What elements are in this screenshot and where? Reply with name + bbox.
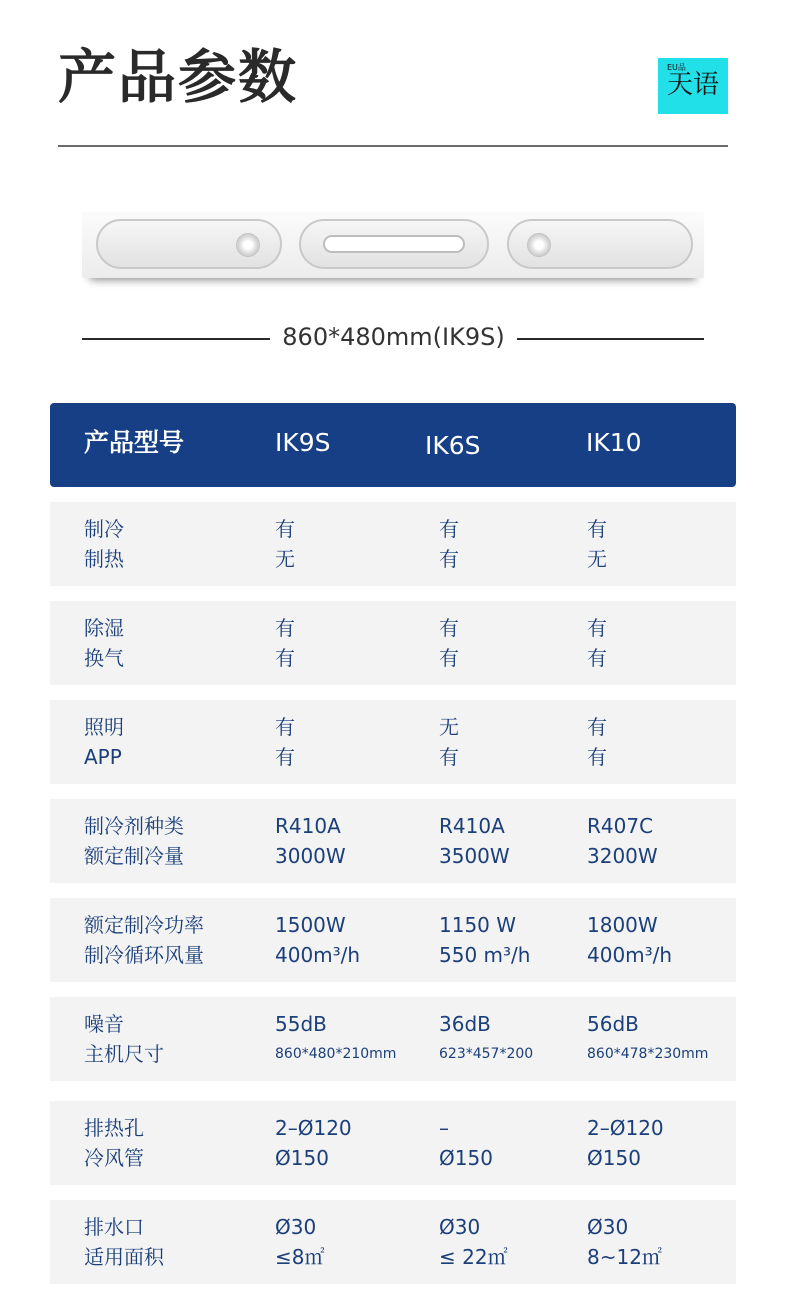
logo-small-text: EU品 [667,63,686,72]
header-ik6s: IK6S [425,431,481,460]
cell-ik9s: 有 [275,745,295,769]
row-label: 适用面积 [84,1245,164,1269]
cell-ik10: 有 [587,715,607,739]
center-panel [299,219,489,269]
header-ik10: IK10 [586,428,642,457]
cell-ik6s: Ø150 [439,1146,493,1170]
cell-ik9s: 400m³/h [275,943,361,967]
cell-ik9s: 55dB [275,1012,327,1036]
cell-ik10: 有 [587,646,607,670]
product-image [82,212,704,278]
cell-ik6s: 有 [439,745,459,769]
header-ik9s: IK9S [275,428,331,457]
table-row [50,997,736,1081]
table-row [50,1200,736,1284]
table-row [50,799,736,883]
cell-ik10: 1800W [587,913,658,937]
cell-ik9s: 1500W [275,913,346,937]
row-label: 排热孔 [84,1116,144,1140]
cell-ik6s: 有 [439,616,459,640]
cell-ik6s: ≤ 22㎡ [439,1245,508,1269]
dimension-line-left [82,338,270,340]
cell-ik9s: 有 [275,646,295,670]
page-title: 产品参数 [58,43,299,111]
cell-ik10: R407C [587,814,654,838]
row-label: 额定制冷功率 [84,913,204,937]
cell-ik10: 2–Ø120 [587,1116,664,1140]
cell-ik6s: Ø30 [439,1215,481,1239]
cell-ik9s: Ø150 [275,1146,329,1170]
row-label: 换气 [84,646,124,670]
cell-ik10: Ø30 [587,1215,629,1239]
sensor-icon [236,233,260,257]
cell-ik6s: – [439,1116,449,1140]
cell-ik6s: 1150 W [439,913,517,937]
sensor-icon [527,233,551,257]
row-label: 照明 [84,715,124,739]
cell-ik10: 有 [587,616,607,640]
cell-ik10: 8~12㎡ [587,1245,662,1269]
row-label: 制冷循环风量 [84,943,204,967]
cell-ik10: 3200W [587,844,658,868]
brand-logo [658,58,728,114]
row-label: 制热 [84,547,124,571]
cell-ik10: 56dB [587,1012,639,1036]
row-label: APP [84,745,122,769]
cell-ik6s: 有 [439,517,459,541]
row-label: 额定制冷量 [84,844,184,868]
cell-ik9s: 有 [275,616,295,640]
cell-ik9s: R410A [275,814,341,838]
cell-ik10: 有 [587,517,607,541]
row-label: 排水口 [84,1215,144,1239]
cell-ik10: 有 [587,745,607,769]
table-row [50,700,736,784]
right-panel [507,219,693,269]
cell-ik6s: 3500W [439,844,510,868]
table-row [50,1101,736,1185]
table-header [50,403,736,487]
cell-ik9s: Ø30 [275,1215,317,1239]
cell-ik10: 400m³/h [587,943,673,967]
left-panel [96,219,282,269]
cell-ik6s: 无 [439,715,459,739]
cell-ik9s: 3000W [275,844,346,868]
cell-ik9s: 有 [275,517,295,541]
row-label: 制冷 [84,517,124,541]
dimension-line-right [517,338,704,340]
dimension-label: 860*480mm(IK9S) [282,323,505,351]
table-row [50,601,736,685]
cell-ik6s: 36dB [439,1012,491,1036]
row-label: 除湿 [84,616,124,640]
row-label: 噪音 [84,1012,124,1036]
cell-ik10: 无 [587,547,607,571]
table-row [50,502,736,586]
cell-ik9s: 2–Ø120 [275,1116,352,1140]
cell-ik10: 860*478*230mm [587,1046,709,1062]
cell-ik9s: 860*480*210mm [275,1046,397,1062]
cell-ik10: Ø150 [587,1146,641,1170]
cell-ik9s: ≤8㎡ [275,1245,325,1269]
row-label: 主机尺寸 [84,1042,164,1066]
row-label: 冷风管 [84,1146,144,1170]
cell-ik9s: 有 [275,715,295,739]
air-vent [323,235,465,253]
cell-ik6s: 550 m³/h [439,943,531,967]
cell-ik6s: R410A [439,814,505,838]
header-model-label: 产品型号 [84,428,185,457]
title-divider [58,145,728,147]
table-row [50,898,736,982]
cell-ik6s: 有 [439,547,459,571]
cell-ik6s: 623*457*200 [439,1046,534,1062]
row-label: 制冷剂种类 [84,814,184,838]
logo-main-text: 天语 [667,70,720,100]
cell-ik9s: 无 [275,547,295,571]
cell-ik6s: 有 [439,646,459,670]
